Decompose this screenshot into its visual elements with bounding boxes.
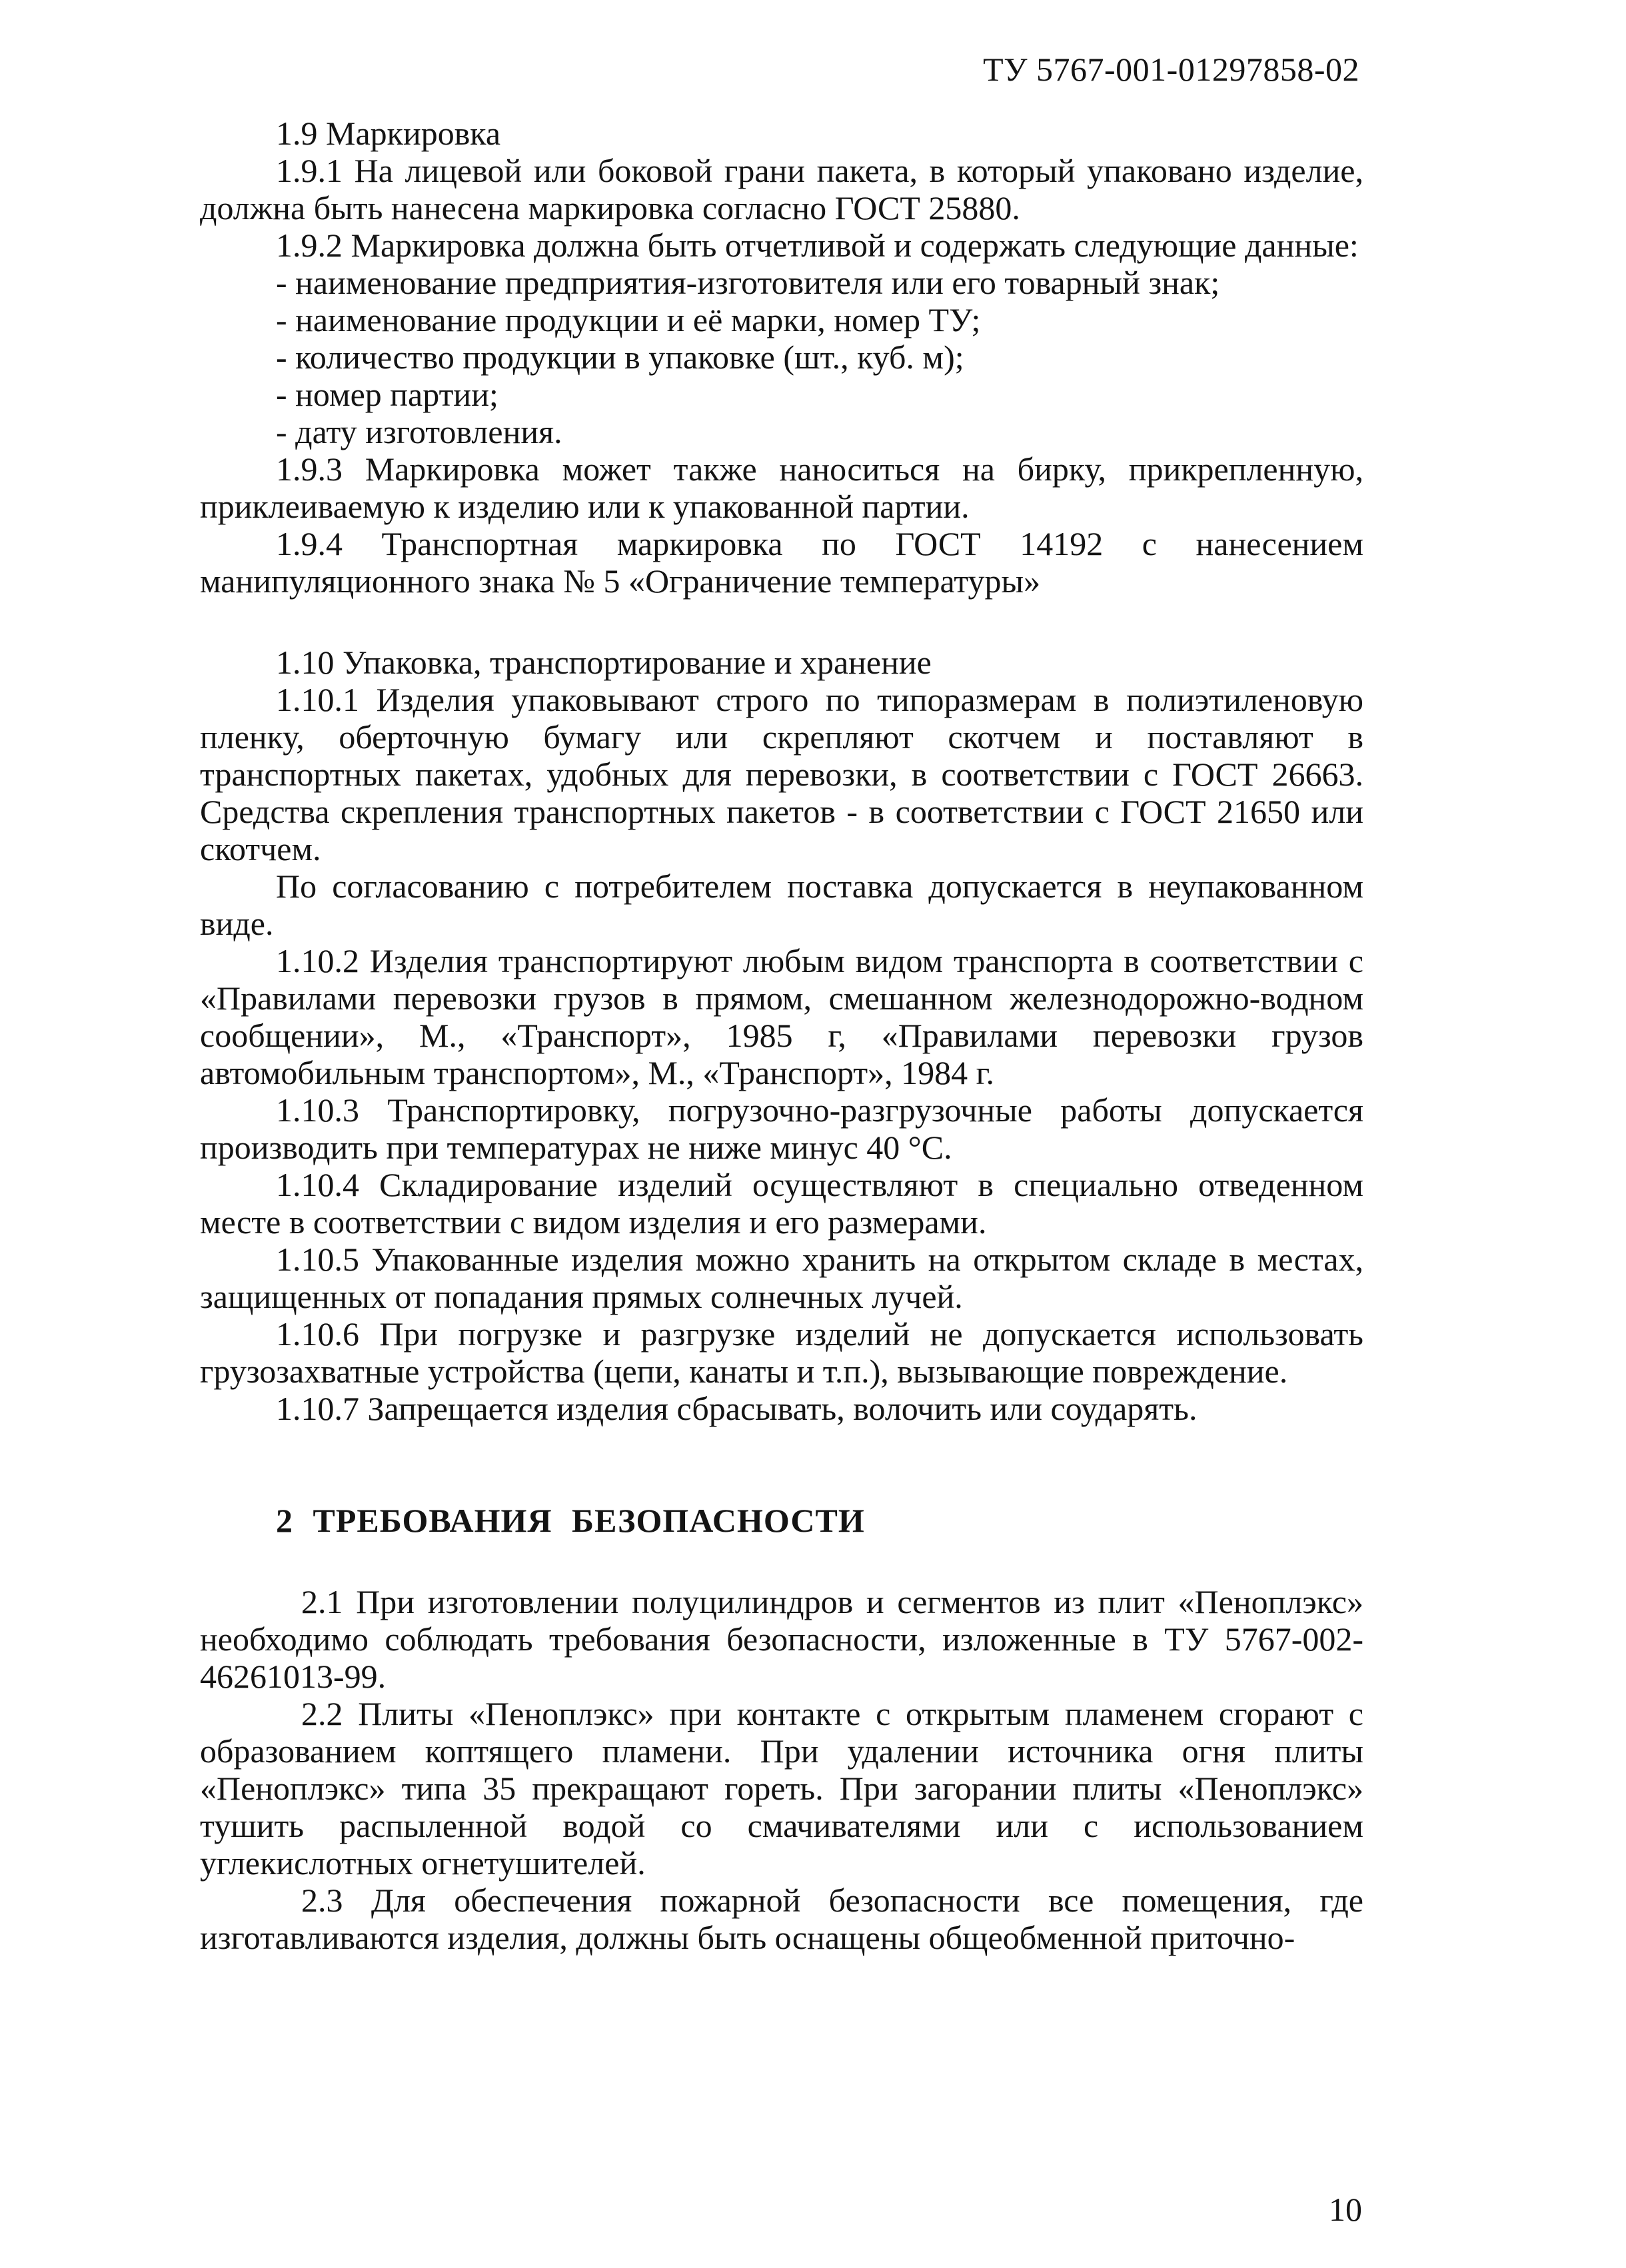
list-item: - количество продукции в упаковке (шт., куб. м); xyxy=(276,338,964,376)
list-item: - дату изготовления. xyxy=(276,413,562,450)
section-heading-2: 2 ТРЕБОВАНИЯ БЕЗОПАСНОСТИ xyxy=(276,1502,865,1539)
paragraph-1-10-1b: По согласованию с потребителем поставка допускается в неупакованном виде. xyxy=(200,867,1363,942)
paragraph-2-1: 2.1 При изготовлении полуцилиндров и сегментов из плит «Пеноплэкс» необходимо соблюдать требования безопасности, изложенные в ТУ 5767-002-46261013-99. xyxy=(200,1583,1363,1695)
page-number: 10 xyxy=(1329,2191,1362,2228)
paragraph-2-3: 2.3 Для обеспечения пожарной безопасности все помещения, где изготавливаются изделия, должны быть оснащены общеобменной приточно- xyxy=(200,1882,1363,1956)
document-body xyxy=(200,115,1363,1956)
paragraph-1-10-2: 1.10.2 Изделия транспортируют любым видом транспорта в соответствии с «Правилами перевозки грузов в прямом, смешанном железнодорожно-водном сообщении», М., «Транспорт», 1985 г, «Правилами перевозки грузов автомобильным транспортом», М., «Транспорт», 1984 г. xyxy=(200,942,1363,1091)
paragraph-1-10-6: 1.10.6 При погрузке и разгрузке изделий не допускается использовать грузозахватные устройства (цепи, канаты и т.п.), вызывающие повреждение. xyxy=(200,1315,1363,1390)
paragraph-1-10-5: 1.10.5 Упакованные изделия можно хранить на открытом складе в местах, защищенных от попадания прямых солнечных лучей. xyxy=(200,1241,1363,1315)
paragraph-1-9-3: 1.9.3 Маркировка может также наноситься на бирку, прикрепленную, приклеиваемую к изделию или к упакованной партии. xyxy=(200,450,1363,525)
section-title-1-9: 1.9 Маркировка xyxy=(276,115,501,152)
paragraph-1-9-4: 1.9.4 Транспортная маркировка по ГОСТ 14192 с нанесением манипуляционного знака № 5 «Ограничение температуры» xyxy=(200,525,1363,600)
section-title-1-10: 1.10 Упаковка, транспортирование и хранение xyxy=(276,644,932,681)
paragraph-1-10-3: 1.10.3 Транспортировку, погрузочно-разгрузочные работы допускается производить при температурах не ниже минус 40 °С. xyxy=(200,1091,1363,1166)
paragraph-2-2: 2.2 Плиты «Пеноплэкс» при контакте с открытым пламенем сгорают с образованием коптящего пламени. При удалении источника огня плиты «Пеноплэкс» типа 35 прекращают гореть. При загорании плиты «Пеноплэкс» тушить распыленной водой со смачивателями или с использованием углекислотных огнетушителей. xyxy=(200,1695,1363,1882)
paragraph-1-10-1: 1.10.1 Изделия упаковывают строго по типоразмерам в полиэтиленовую пленку, оберточную бумагу или скрепляют скотчем и поставляют в транспортных пакетах, удобных для перевозки, в соответствии с ГОСТ 26663. Средства скрепления транспортных пакетов - в соответствии с ГОСТ 21650 или скотчем. xyxy=(200,681,1363,867)
list-item: - наименование предприятия-изготовителя или его товарный знак; xyxy=(276,264,1220,301)
paragraph-1-9-2: 1.9.2 Маркировка должна быть отчетливой и содержать следующие данные: xyxy=(276,227,1359,264)
paragraph-1-10-7: 1.10.7 Запрещается изделия сбрасывать, волочить или соударять. xyxy=(276,1390,1198,1427)
marking-data-list xyxy=(200,264,1363,450)
list-item: - наименование продукции и её марки, номер ТУ; xyxy=(276,301,981,338)
paragraph-1-9-1: 1.9.1 На лицевой или боковой грани пакета, в который упаковано изделие, должна быть нанесена маркировка согласно ГОСТ 25880. xyxy=(200,152,1363,227)
paragraph-1-10-4: 1.10.4 Складирование изделий осуществляют в специально отведенном месте в соответствии с видом изделия и его размерами. xyxy=(200,1166,1363,1241)
list-item: - номер партии; xyxy=(276,376,498,413)
document-code: ТУ 5767-001-01297858-02 xyxy=(983,51,1359,88)
